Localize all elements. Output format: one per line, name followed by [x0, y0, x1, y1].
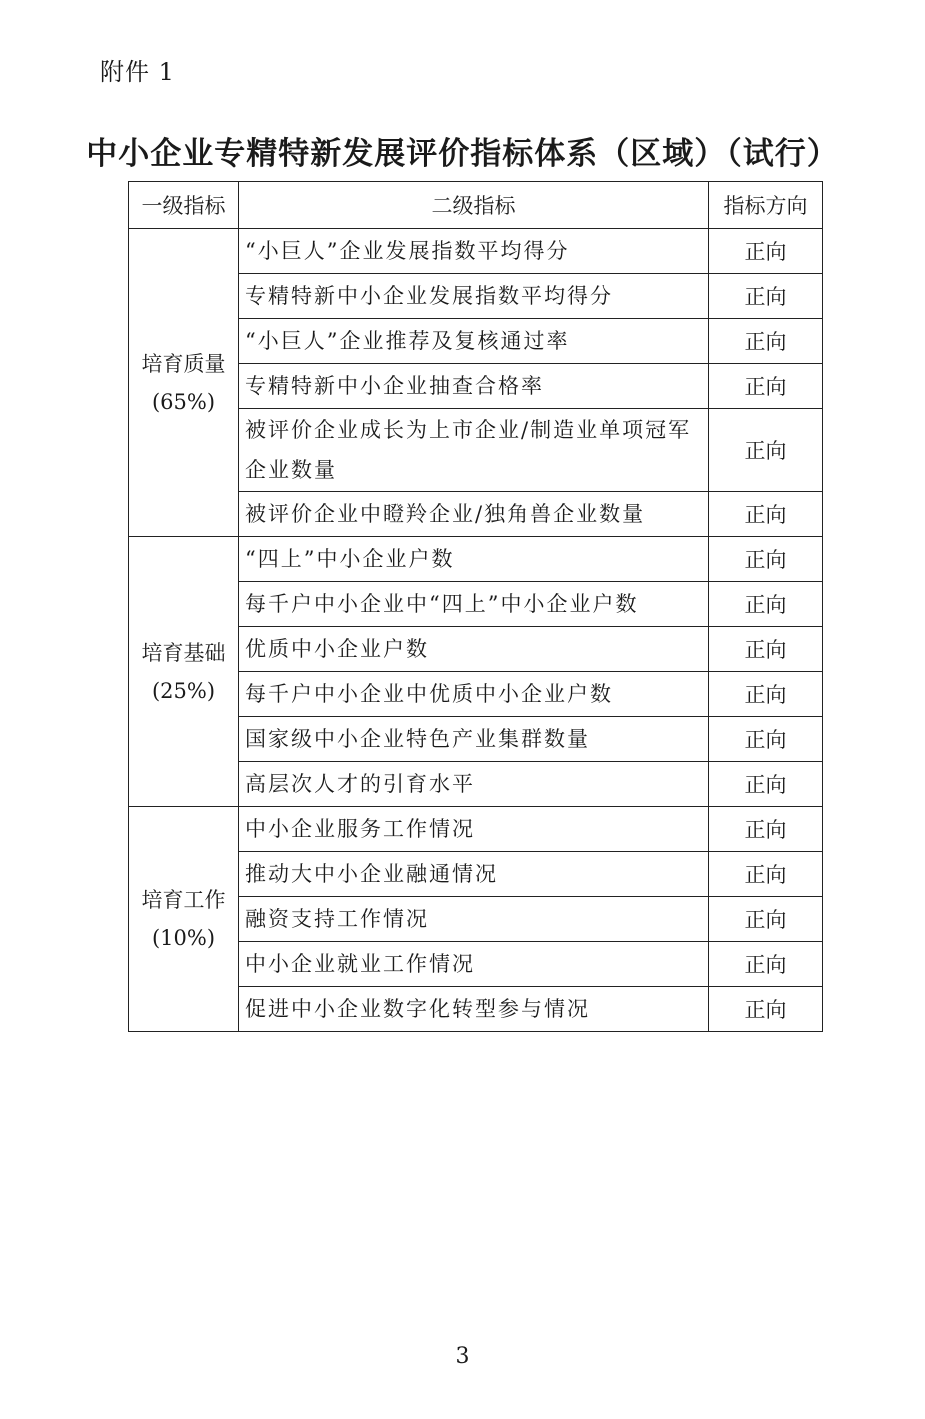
- secondary-indicator: 高层次人才的引育水平: [239, 762, 709, 807]
- indicator-direction: 正向: [709, 987, 823, 1032]
- indicator-direction: 正向: [709, 274, 823, 319]
- indicator-direction: 正向: [709, 807, 823, 852]
- indicator-direction: 正向: [709, 364, 823, 409]
- header-level1: 一级指标: [129, 182, 239, 229]
- secondary-indicator: “四上”中小企业户数: [239, 537, 709, 582]
- secondary-indicator: 中小企业服务工作情况: [239, 807, 709, 852]
- group-weight: (10%): [151, 926, 216, 950]
- indicator-direction: 正向: [709, 229, 823, 274]
- indicator-direction: 正向: [709, 537, 823, 582]
- secondary-indicator: 每千户中小企业中“四上”中小企业户数: [239, 582, 709, 627]
- indicator-direction: 正向: [709, 717, 823, 762]
- secondary-indicator: 中小企业就业工作情况: [239, 942, 709, 987]
- indicator-direction: 正向: [709, 319, 823, 364]
- indicator-table: [128, 181, 823, 1032]
- secondary-indicator: 每千户中小企业中优质中小企业户数: [239, 672, 709, 717]
- indicator-direction: 正向: [709, 492, 823, 537]
- indicator-direction: 正向: [709, 627, 823, 672]
- document-title: 中小企业专精特新发展评价指标体系（区域）（试行）: [86, 136, 839, 172]
- indicator-direction: 正向: [709, 582, 823, 627]
- indicator-direction: 正向: [709, 762, 823, 807]
- page-number: 3: [455, 1344, 470, 1369]
- secondary-indicator: 国家级中小企业特色产业集群数量: [239, 717, 709, 762]
- secondary-indicator: 被评价企业成长为上市企业/制造业单项冠军企业数量: [239, 409, 709, 492]
- secondary-indicator: 促进中小企业数字化转型参与情况: [239, 987, 709, 1032]
- indicator-direction: 正向: [709, 672, 823, 717]
- group-name: 培育质量: [141, 351, 226, 376]
- group-name: 培育基础: [141, 640, 226, 665]
- group-cell-foundation: [129, 537, 239, 807]
- secondary-indicator: 优质中小企业户数: [239, 627, 709, 672]
- group-name: 培育工作: [141, 888, 226, 912]
- table-row: [129, 807, 823, 852]
- attachment-label: 附件 1: [100, 58, 175, 86]
- table-row: [129, 229, 823, 274]
- indicator-direction: 正向: [709, 409, 823, 492]
- secondary-indicator: 专精特新中小企业发展指数平均得分: [239, 274, 709, 319]
- indicator-direction: 正向: [709, 897, 823, 942]
- group-weight: (65%): [151, 389, 216, 414]
- secondary-indicator: “小巨人”企业发展指数平均得分: [239, 229, 709, 274]
- group-weight: (25%): [151, 678, 216, 703]
- group-cell-work: [129, 807, 239, 1032]
- secondary-indicator: 专精特新中小企业抽查合格率: [239, 364, 709, 409]
- secondary-indicator: 被评价企业中瞪羚企业/独角兽企业数量: [239, 492, 709, 537]
- table-header-row: [129, 182, 823, 229]
- secondary-indicator: 融资支持工作情况: [239, 897, 709, 942]
- header-level2: 二级指标: [239, 182, 709, 229]
- secondary-indicator: “小巨人”企业推荐及复核通过率: [239, 319, 709, 364]
- group-cell-quality: [129, 229, 239, 537]
- indicator-direction: 正向: [709, 852, 823, 897]
- table-row: [129, 537, 823, 582]
- indicator-direction: 正向: [709, 942, 823, 987]
- header-direction: 指标方向: [709, 182, 823, 229]
- secondary-indicator: 推动大中小企业融通情况: [239, 852, 709, 897]
